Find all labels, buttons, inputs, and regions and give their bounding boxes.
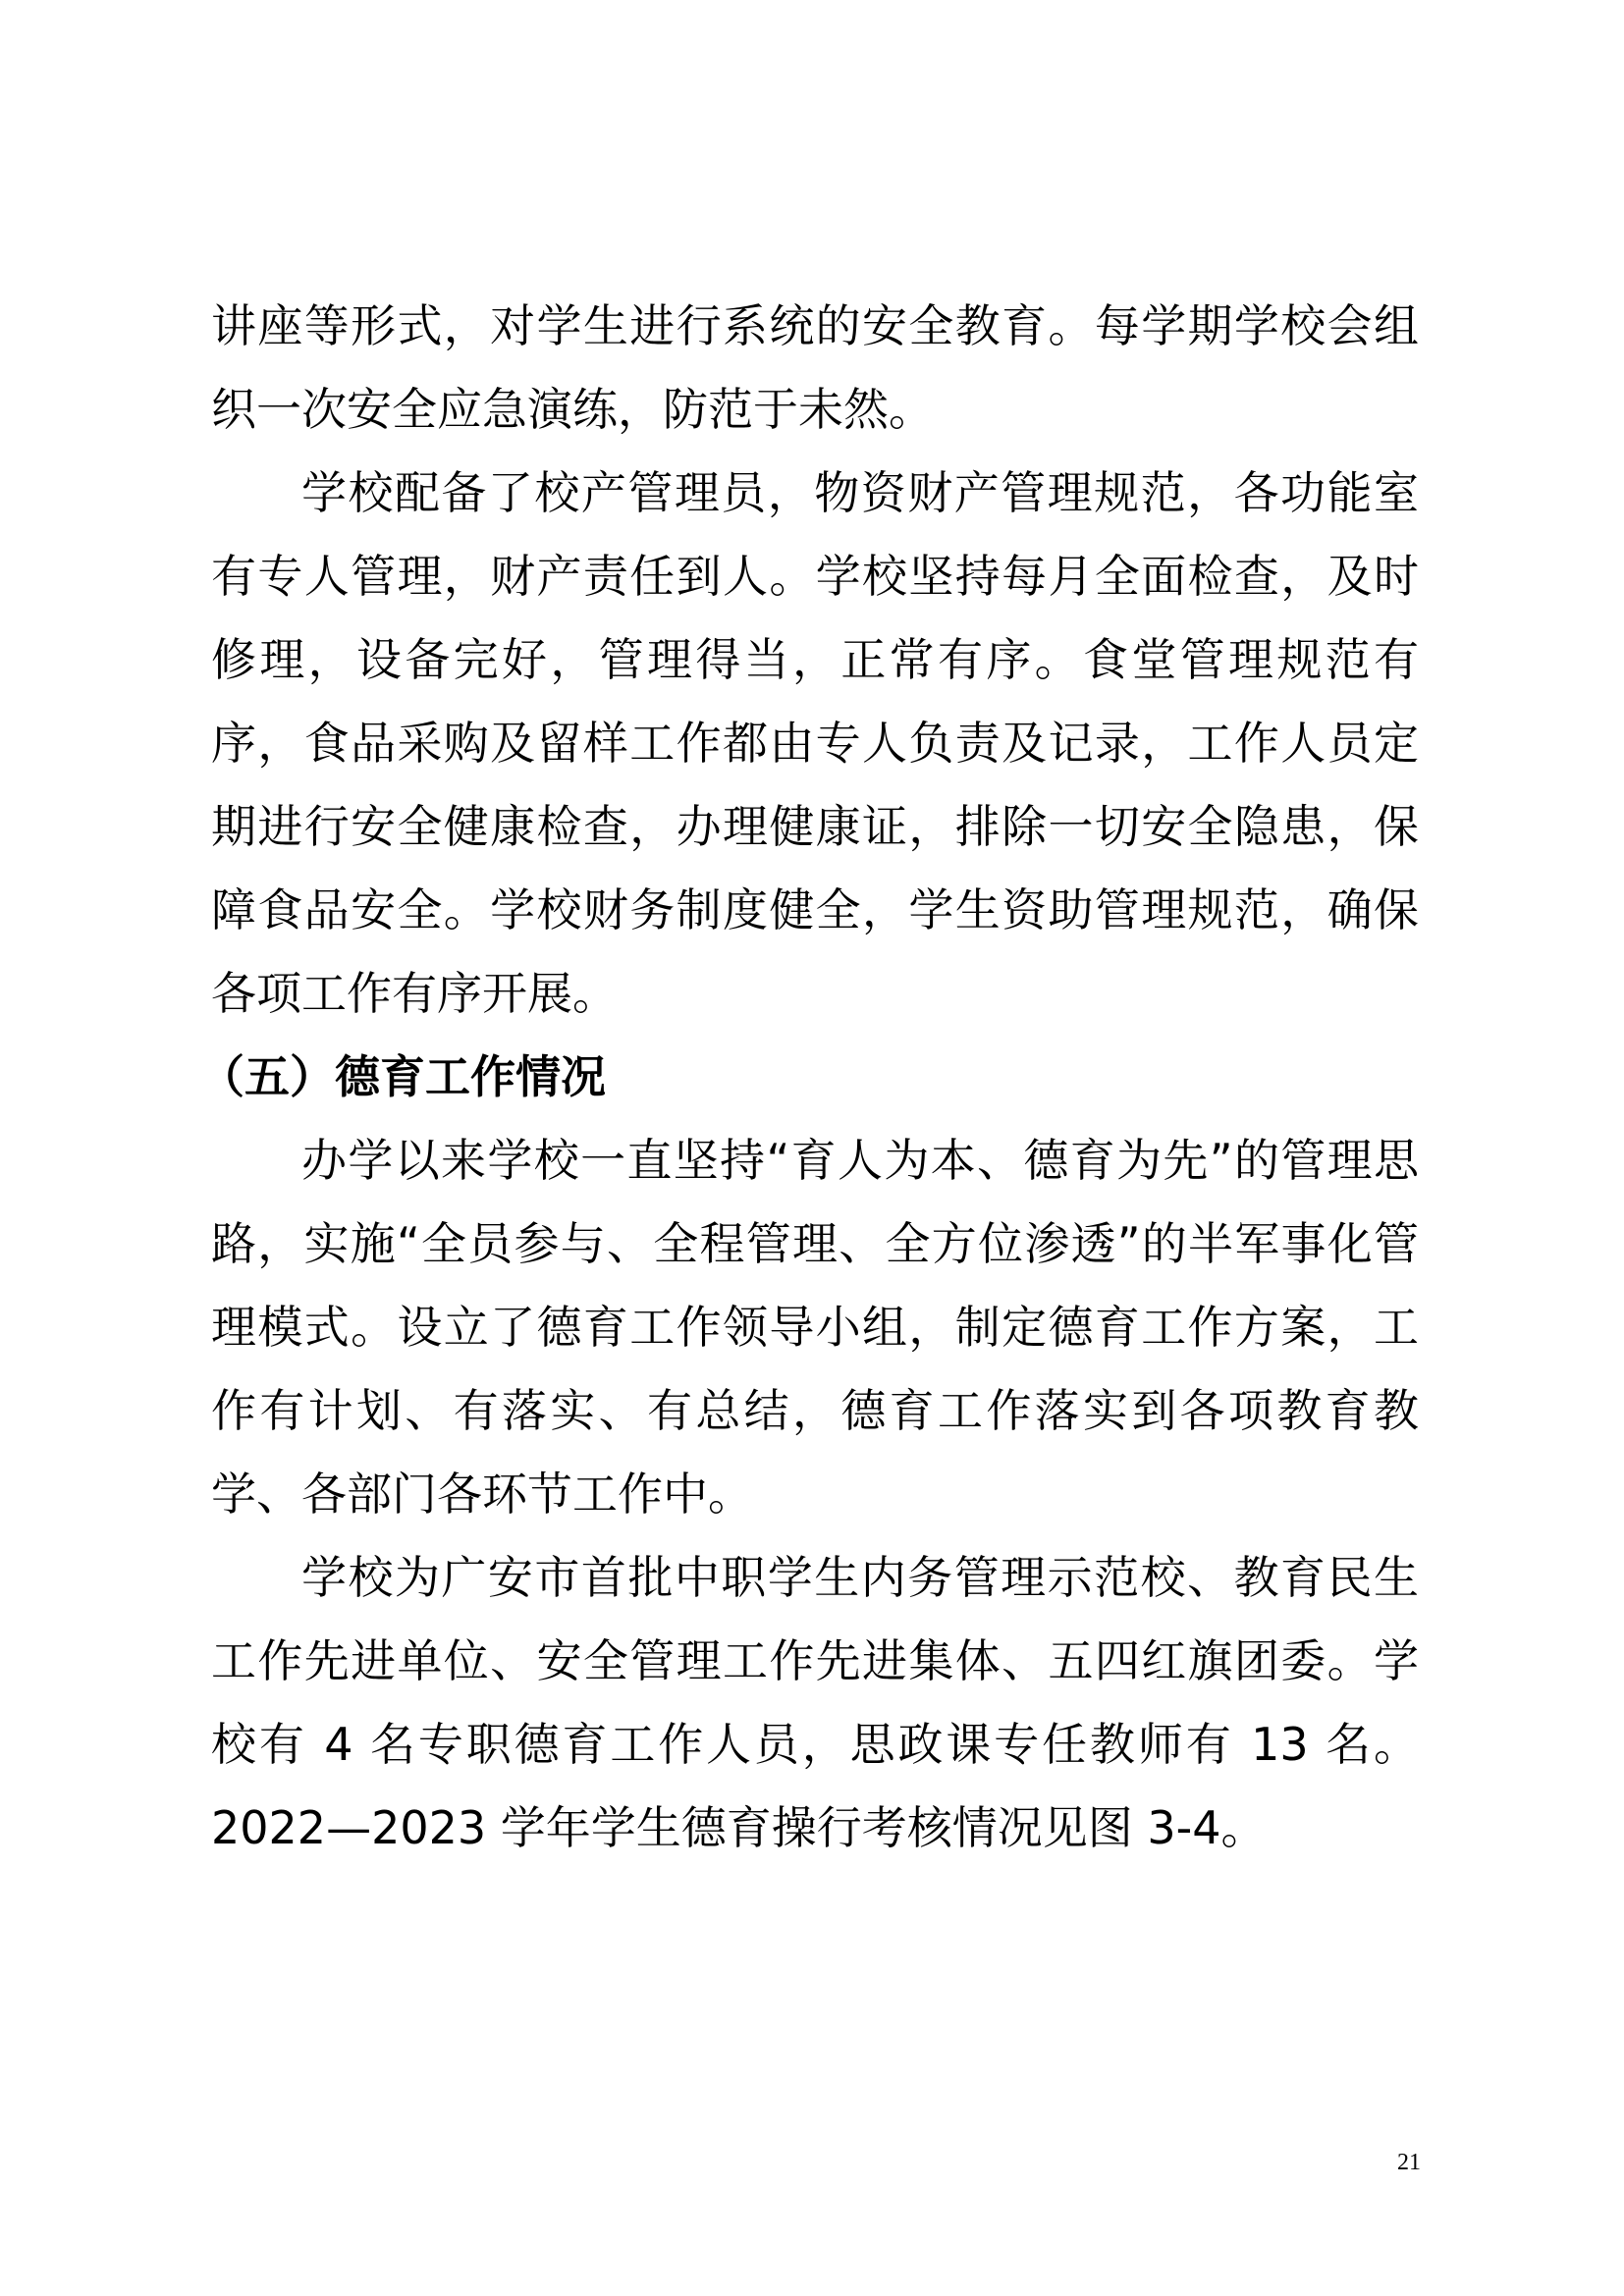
document-body <box>199 285 1419 1870</box>
paragraph-asset-management: 学校配备了校产管理员，物资财产管理规范，各功能室有专人管理，财产责任到人。学校坚持每月全面检查，及时修理，设备完好，管理得当，正常有序。食堂管理规范有序，食品采购及留样工作都由专人负责及记录，工作人员定期进行安全健康检查，办理健康证，排除一切安全隐患，保障食品安全。学校财务制度健全，学生资助管理规范，确保各项工作有序开展。 <box>211 466 1419 1020</box>
section-heading-moral-education: （五）德育工作情况 <box>199 1050 606 1103</box>
page-number: 21 <box>1397 2150 1421 2175</box>
paragraph-moral-education-approach: 办学以来学校一直坚持“育人为本、德育为先”的管理思路，实施“全员参与、全程管理、全方位渗透”的半军事化管理模式。设立了德育工作领导小组，制定德育工作方案，工作有计划、有落实、有总结，德育工作落实到各项教育教学、各部门各环节工作中。 <box>211 1134 1419 1521</box>
paragraph-safety-education: 讲座等形式，对学生进行系统的安全教育。每学期学校会组织一次安全应急演练，防范于未然。 <box>211 299 1419 436</box>
paragraph-school-honors: 学校为广安市首批中职学生内务管理示范校、教育民生工作先进单位、安全管理工作先进集体、五四红旗团委。学校有 4 名专职德育工作人员，思政课专任教师有 13 名。2022—2023 学年学生德育操行考核情况见图 3-4。 <box>211 1551 1419 1854</box>
